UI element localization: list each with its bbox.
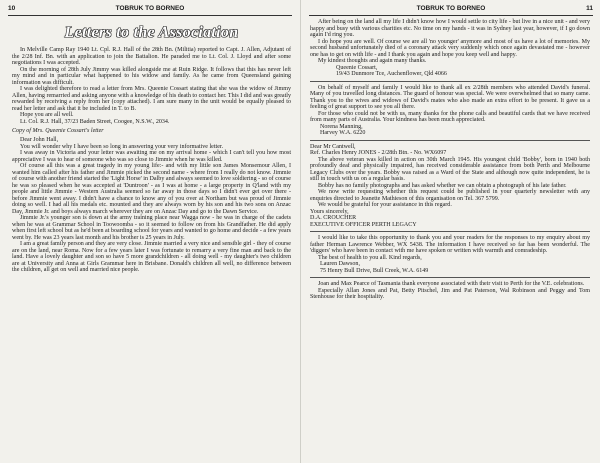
paragraph: I was delighted therefore to read a letter from Mrs. Queenie Cossart stating that she was the widow of Jimmy Allen, having remarried and asking anyone with a knowledge of his death to contact her. This I did and was greatly rewarded by receiving a reply from her (copy attached). I am sure many in the unit would be equally pleased to read her letter and ask that it be included in T. to B. (12, 86, 291, 112)
signature-title: EXECUTIVE OFFICER PERTH LEGACY (310, 221, 417, 228)
divider (310, 231, 590, 232)
signature: D.A. CROUCHER (310, 215, 357, 221)
address: 19/43 Dunmore Tce, Auchenflower, Qld 4066 (336, 71, 447, 77)
salutation: Dear Mr Cantwell, (310, 143, 356, 150)
paragraph: I am a great family person and they are very close. Jimmie married a very nice and sensible girl - they of course are on the land, near Roma. Now for a few years later I was fortunate to remarry a very fine man and back to the land. Have a lovely daughter and son so have 5 more grandchildren - all doing well - my daughter's two children are at University and Anna at Girls Grammar here in Brisbane. Donald's children all well, no difference between the children, all get on well and married nice people. (12, 241, 291, 273)
paragraph: After being on the land all my life I didn't know how I would settle to city life - but live in a nice unit - and very happy and busy with various charities etc. No time on my hands - it was in Sydney last year, however, if I go down again I'd ring you. (310, 19, 590, 38)
divider (310, 277, 590, 278)
paragraph: We now write requesting whether this request could be published in your quarterly newsletter with any enquiries directed to Jeanette Mathieson of this organisation on Tel. 367 5799. (310, 189, 590, 202)
paragraph: Of course all this was a great tragedy in my young life:- and with my little son James Monsemour Allen, I wanted him called after his father and Jimmie picked the second name - where from I really do not know. Jimmie of course with another friend started the 'Light Horse' in Dalby and always seemed to love soldiering - so of course he was so pleased when he was accepted at 'Duntroon' - as I was at home - a large property in Q'land with my people and little Jimmie - Western Australia seemed so far away in those days so I didn't ever get over there - before Jimmie went away. I didn't have a chance to know any of you over at Northam but was proud of Jimmie doing so well. I had all his medals etc. mounted and they are always worn by his son and his two sons on Anzac Day, Jimmie Jr. and boys always march wherever they are on Anzac Day and go to the Dawn Service. (12, 163, 291, 215)
paragraph: I do hope you are well. Of course we are all 'no younger' anymore and most of us have a lot of memories. My second husband unfortunately died of a coronary attack very suddenly which once again devastated me - however one has to get on with life - and I thank you again and hope you keep well and happy. (310, 38, 590, 58)
page-number: 10 (8, 5, 16, 12)
signature: Lt. Col. R.J. Hall, 37/23 Baden Street, Coogee, N.S.W., 2034. (20, 118, 170, 125)
page-header (8, 4, 292, 16)
paragraph: My kindest thoughts and again many thanks. (318, 58, 427, 64)
divider (310, 81, 590, 82)
signature: Queenie Cossart, (336, 64, 378, 71)
letter-caption: Copy of Mrs. Queenie Cossart's letter (12, 128, 104, 134)
paragraph: The best of health to you all. Kind regards, (318, 254, 422, 261)
paragraph: I would like to take this opportunity to thank you and your readers for the responses to my enquiry about my father Herman Lawrence Webber, WX 5438. The information I have received so far has been wonderful. The 'diggers' who have been in contact with me have spoken or written with warmth and comradeship. (310, 235, 590, 254)
paragraph: We would be grateful for your assistance in this regard. (318, 202, 452, 208)
address: 75 Henry Bull Drive, Bull Creek, W.A. 6149 (320, 267, 429, 274)
reference-line: Ref. Charles Henry JONES - 2/28th Btn. - No. WX6097 (310, 150, 447, 156)
paragraph: Jimmie Jr.'s younger son is down at the army training place near Wagga now - he was in charge of the cadets when he was at Grammar School in Toowoomba - so it seemed to follow on from his Grandfather. He did apply when first left school but as he'd been at boarding school for years and wanted to go home and decide - a few years went by. He was 23 years last month and his brother is 25 years in July. (12, 215, 291, 241)
running-title: TOBRUK TO BORNEO (115, 5, 185, 12)
page-header (309, 4, 593, 16)
right-page (300, 0, 600, 463)
signature: Lauren Dawson, (320, 261, 360, 267)
paragraph: The above veteran was killed in action on 30th March 1945. His youngest child 'Bobby', born in 1940 both profoundly deaf and physically impaired, has received considerable assistance from both Perth and Melbourne Legacy Clubs over the years. Bobby was raised as a Ward of the State and although now quite independent, he is still in touch with us on a regular basis. (310, 156, 590, 182)
paragraph: Joan and Max Pearce of Tasmania thank everyone associated with their visit to Perth for the V.E. celebrations. (318, 281, 585, 287)
paragraph: Bobby has no family photographs and has asked whether we can obtain a photograph of his late father. (318, 182, 567, 189)
paragraph: On the morning of 28th July Jimmy was killed alongside me at Ruin Ridge. It follows that this has never left my mind and in particular what happened to his widow and family. As he came from Queensland gaining information was difficult. (12, 66, 291, 86)
paragraph: On behalf of myself and family I would like to thank all ex 2/28th members who attended David's funeral. Many of you travelled long distances. The guard of honour was special. We were overwhelmed that so many came. Thank you to the wives and widows of David's mates who also made an extra effort to be present. It gave us a feeling of great support to see you all there. (310, 84, 590, 110)
address: Harvey W.A. 6220 (320, 130, 366, 136)
paragraph: Hope you are all well. (20, 112, 74, 118)
signature: Norena Manning, (320, 123, 363, 130)
divider (310, 140, 590, 141)
page-number: 11 (586, 5, 593, 12)
paragraph: I was away in Victoria and your letter was awaiting me on my arrival home - which I can't tell you how most appreciative I was to hear of someone who was so close to Jimmie when he was killed. (12, 150, 291, 163)
closing: Yours sincerely, (310, 208, 349, 215)
article-title: Letters to the Association (64, 24, 239, 41)
paragraph: For those who could not be with us, many thanks for the phone calls and beautiful cards that we have received from many parts of Australia. Your kindness has been much appreciated. (310, 110, 590, 123)
paragraph: You will wonder why I have been so long in answering your very informative letter. (20, 143, 224, 150)
right-column (310, 19, 590, 301)
paragraph: In Melville Camp Ray 1940 Lt. Cpl. R.J. Hall of the 28th Bn. (Militia) reported to Capt. J. Allen, Adjutant of the 2/28 Inf. Bn. with an application to join the Battalion. He paraded me to Lt. Col. J. Lloyd and after some negotiations I was accepted. (12, 47, 291, 66)
salutation: Dear John Hall, (20, 137, 59, 143)
running-title: TOBRUK TO BORNEO (416, 5, 486, 12)
left-column (12, 19, 291, 274)
paragraph: Especially Allan Jones and Pat, Betty Pitschel, Jim and Pat Paterson, Wal Robinson and Peggy and Tom Stenhouse for their hospitality. (310, 287, 590, 300)
